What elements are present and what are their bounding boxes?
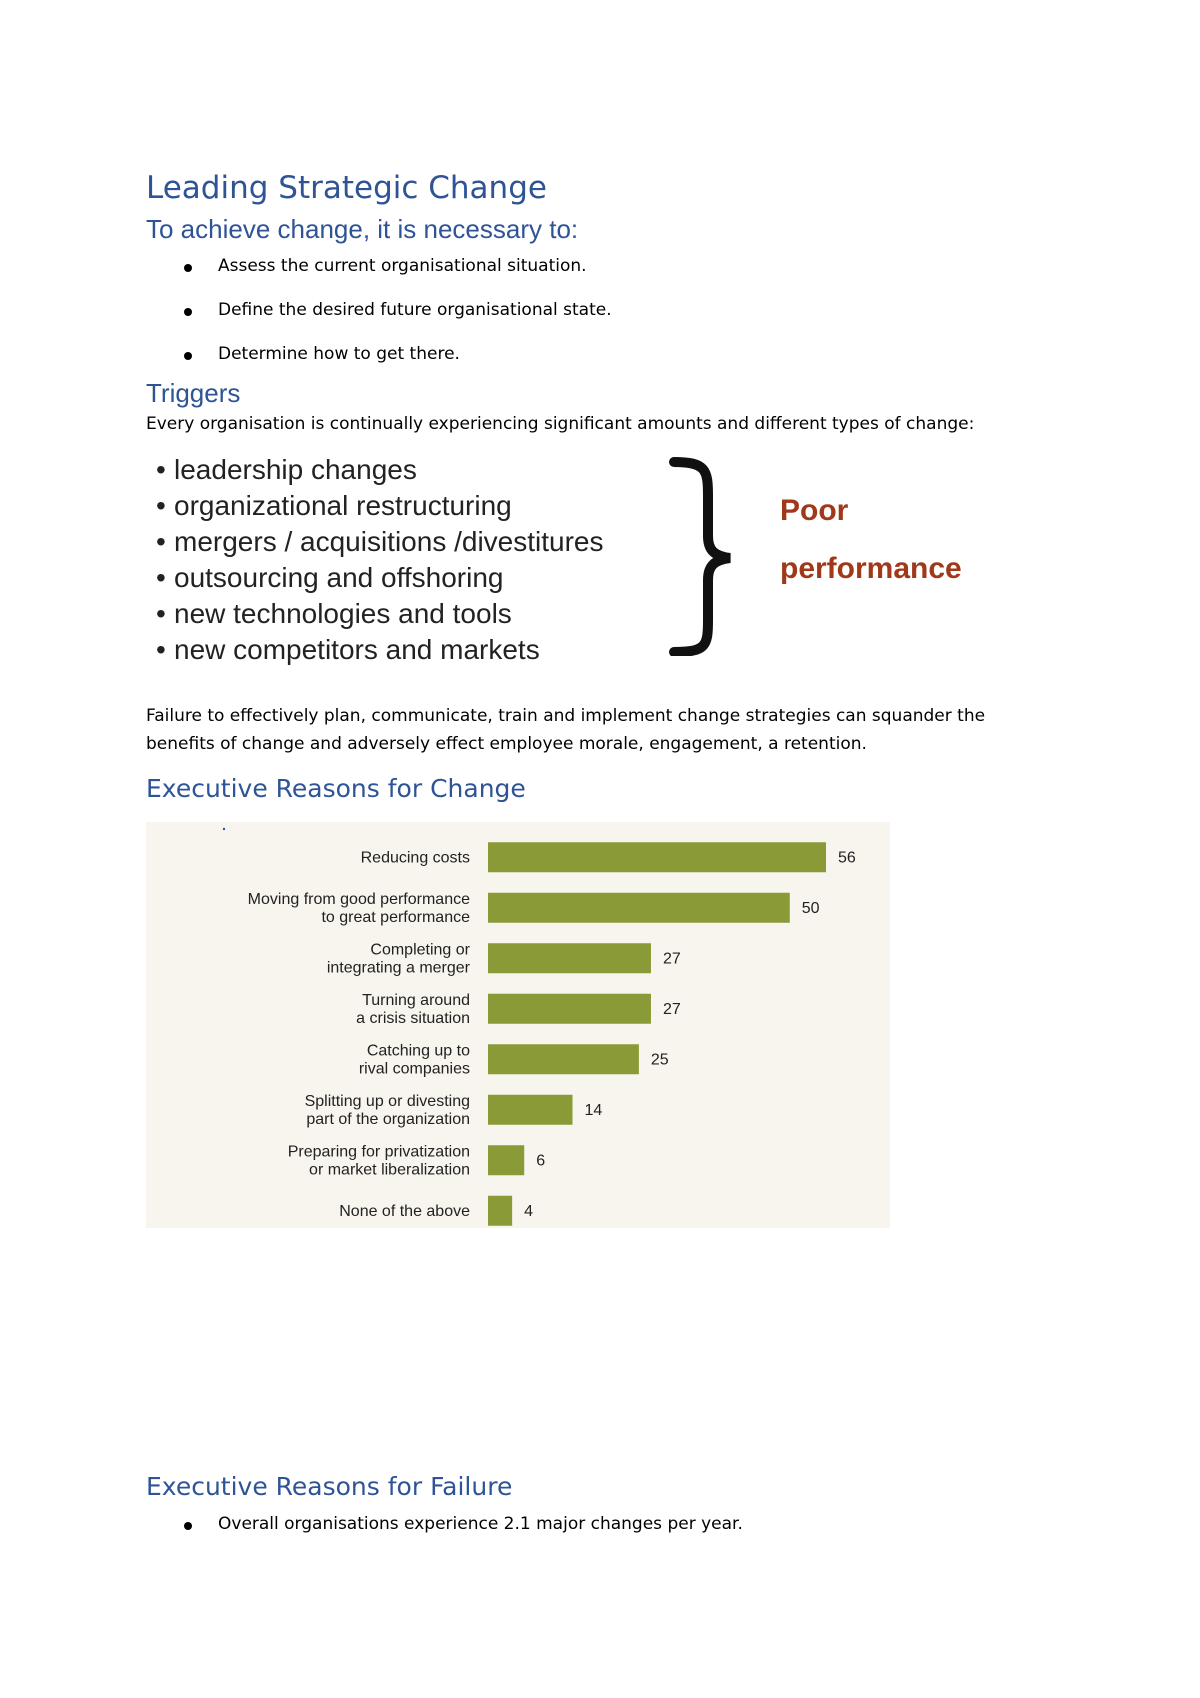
list-item-text: Overall organisations experience 2.1 major changes per year. <box>218 1514 743 1534</box>
stray-dot-mark <box>223 828 225 830</box>
category-label-1-1: to great performance <box>321 908 470 926</box>
section-heading-exec-change: Executive Reasons for Change <box>146 774 526 803</box>
value-label-6: 6 <box>536 1152 546 1170</box>
reasons-for-change-chart <box>146 822 890 1228</box>
category-label-4-0: Catching up to <box>366 1042 470 1060</box>
value-label-4: 25 <box>650 1051 669 1069</box>
bullet-icon <box>184 308 192 316</box>
category-label-3-1: a crisis situation <box>356 1009 470 1027</box>
section-heading-exec-failure: Executive Reasons for Failure <box>146 1472 513 1501</box>
category-label-3-0: Turning around <box>362 991 470 1009</box>
trigger-item: • leadership changes <box>156 454 417 485</box>
category-label-2-1: integrating a merger <box>326 959 470 977</box>
trigger-item: • new technologies and tools <box>156 598 512 629</box>
category-label-2-0: Completing or <box>370 941 470 959</box>
category-label-6-0: Preparing for privatization <box>287 1143 470 1161</box>
trigger-item: • new competitors and markets <box>156 634 540 665</box>
triggers-intro: Every organisation is continually experiencing significant amounts and different types of change: <box>146 414 975 434</box>
section-heading-achieve: To achieve change, it is necessary to: <box>146 214 579 244</box>
category-label-4-1: rival companies <box>358 1060 470 1078</box>
section-heading-triggers: Triggers <box>146 378 241 408</box>
bullet-icon <box>184 352 192 360</box>
failure-paragraph-line2: benefits of change and adversely effect employee morale, engagement, a retention. <box>146 734 867 754</box>
page-title: Leading Strategic Change <box>146 170 547 206</box>
bar-4 <box>488 1044 639 1074</box>
category-label-7-0: None of the above <box>339 1202 470 1220</box>
category-label-0-0: Reducing costs <box>360 849 470 867</box>
trigger-item: • mergers / acquisitions /divestitures <box>156 526 604 557</box>
value-label-1: 50 <box>801 899 820 917</box>
value-label-2: 27 <box>662 950 681 968</box>
failure-paragraph-line1: Failure to effectively plan, communicate, train and implement change strategies can squander the <box>146 706 986 726</box>
value-label-0: 56 <box>838 849 856 867</box>
bar-1 <box>488 893 790 923</box>
value-label-3: 27 <box>662 1000 681 1018</box>
triggers-figure <box>146 452 986 672</box>
trigger-item: • outsourcing and offshoring <box>156 562 504 593</box>
bar-chart-svg <box>146 822 890 1228</box>
bar-2 <box>488 943 651 973</box>
list-item-text: Assess the current organisational situation. <box>218 256 587 276</box>
bar-0 <box>488 842 826 872</box>
list-item-text: Define the desired future organisational state. <box>218 300 612 320</box>
bullet-icon <box>184 1522 192 1530</box>
category-label-1-0: Moving from good performance <box>247 890 470 908</box>
list-item-text: Determine how to get there. <box>218 344 460 364</box>
category-label-5-1: part of the organization <box>306 1110 470 1128</box>
curly-brace-icon <box>660 456 740 656</box>
bullet-icon <box>184 264 192 272</box>
value-label-7: 4 <box>524 1202 534 1220</box>
bar-7 <box>488 1196 512 1226</box>
bar-5 <box>488 1095 573 1125</box>
category-label-5-0: Splitting up or divesting <box>304 1092 470 1110</box>
bar-6 <box>488 1145 524 1175</box>
trigger-item: • organizational restructuring <box>156 490 512 521</box>
brace-label-line2: performance <box>780 552 962 585</box>
bar-3 <box>488 994 651 1024</box>
category-label-6-1: or market liberalization <box>309 1161 470 1179</box>
brace-label-line1: Poor <box>780 494 849 527</box>
value-label-5: 14 <box>584 1101 603 1119</box>
triggers-list <box>156 452 604 668</box>
